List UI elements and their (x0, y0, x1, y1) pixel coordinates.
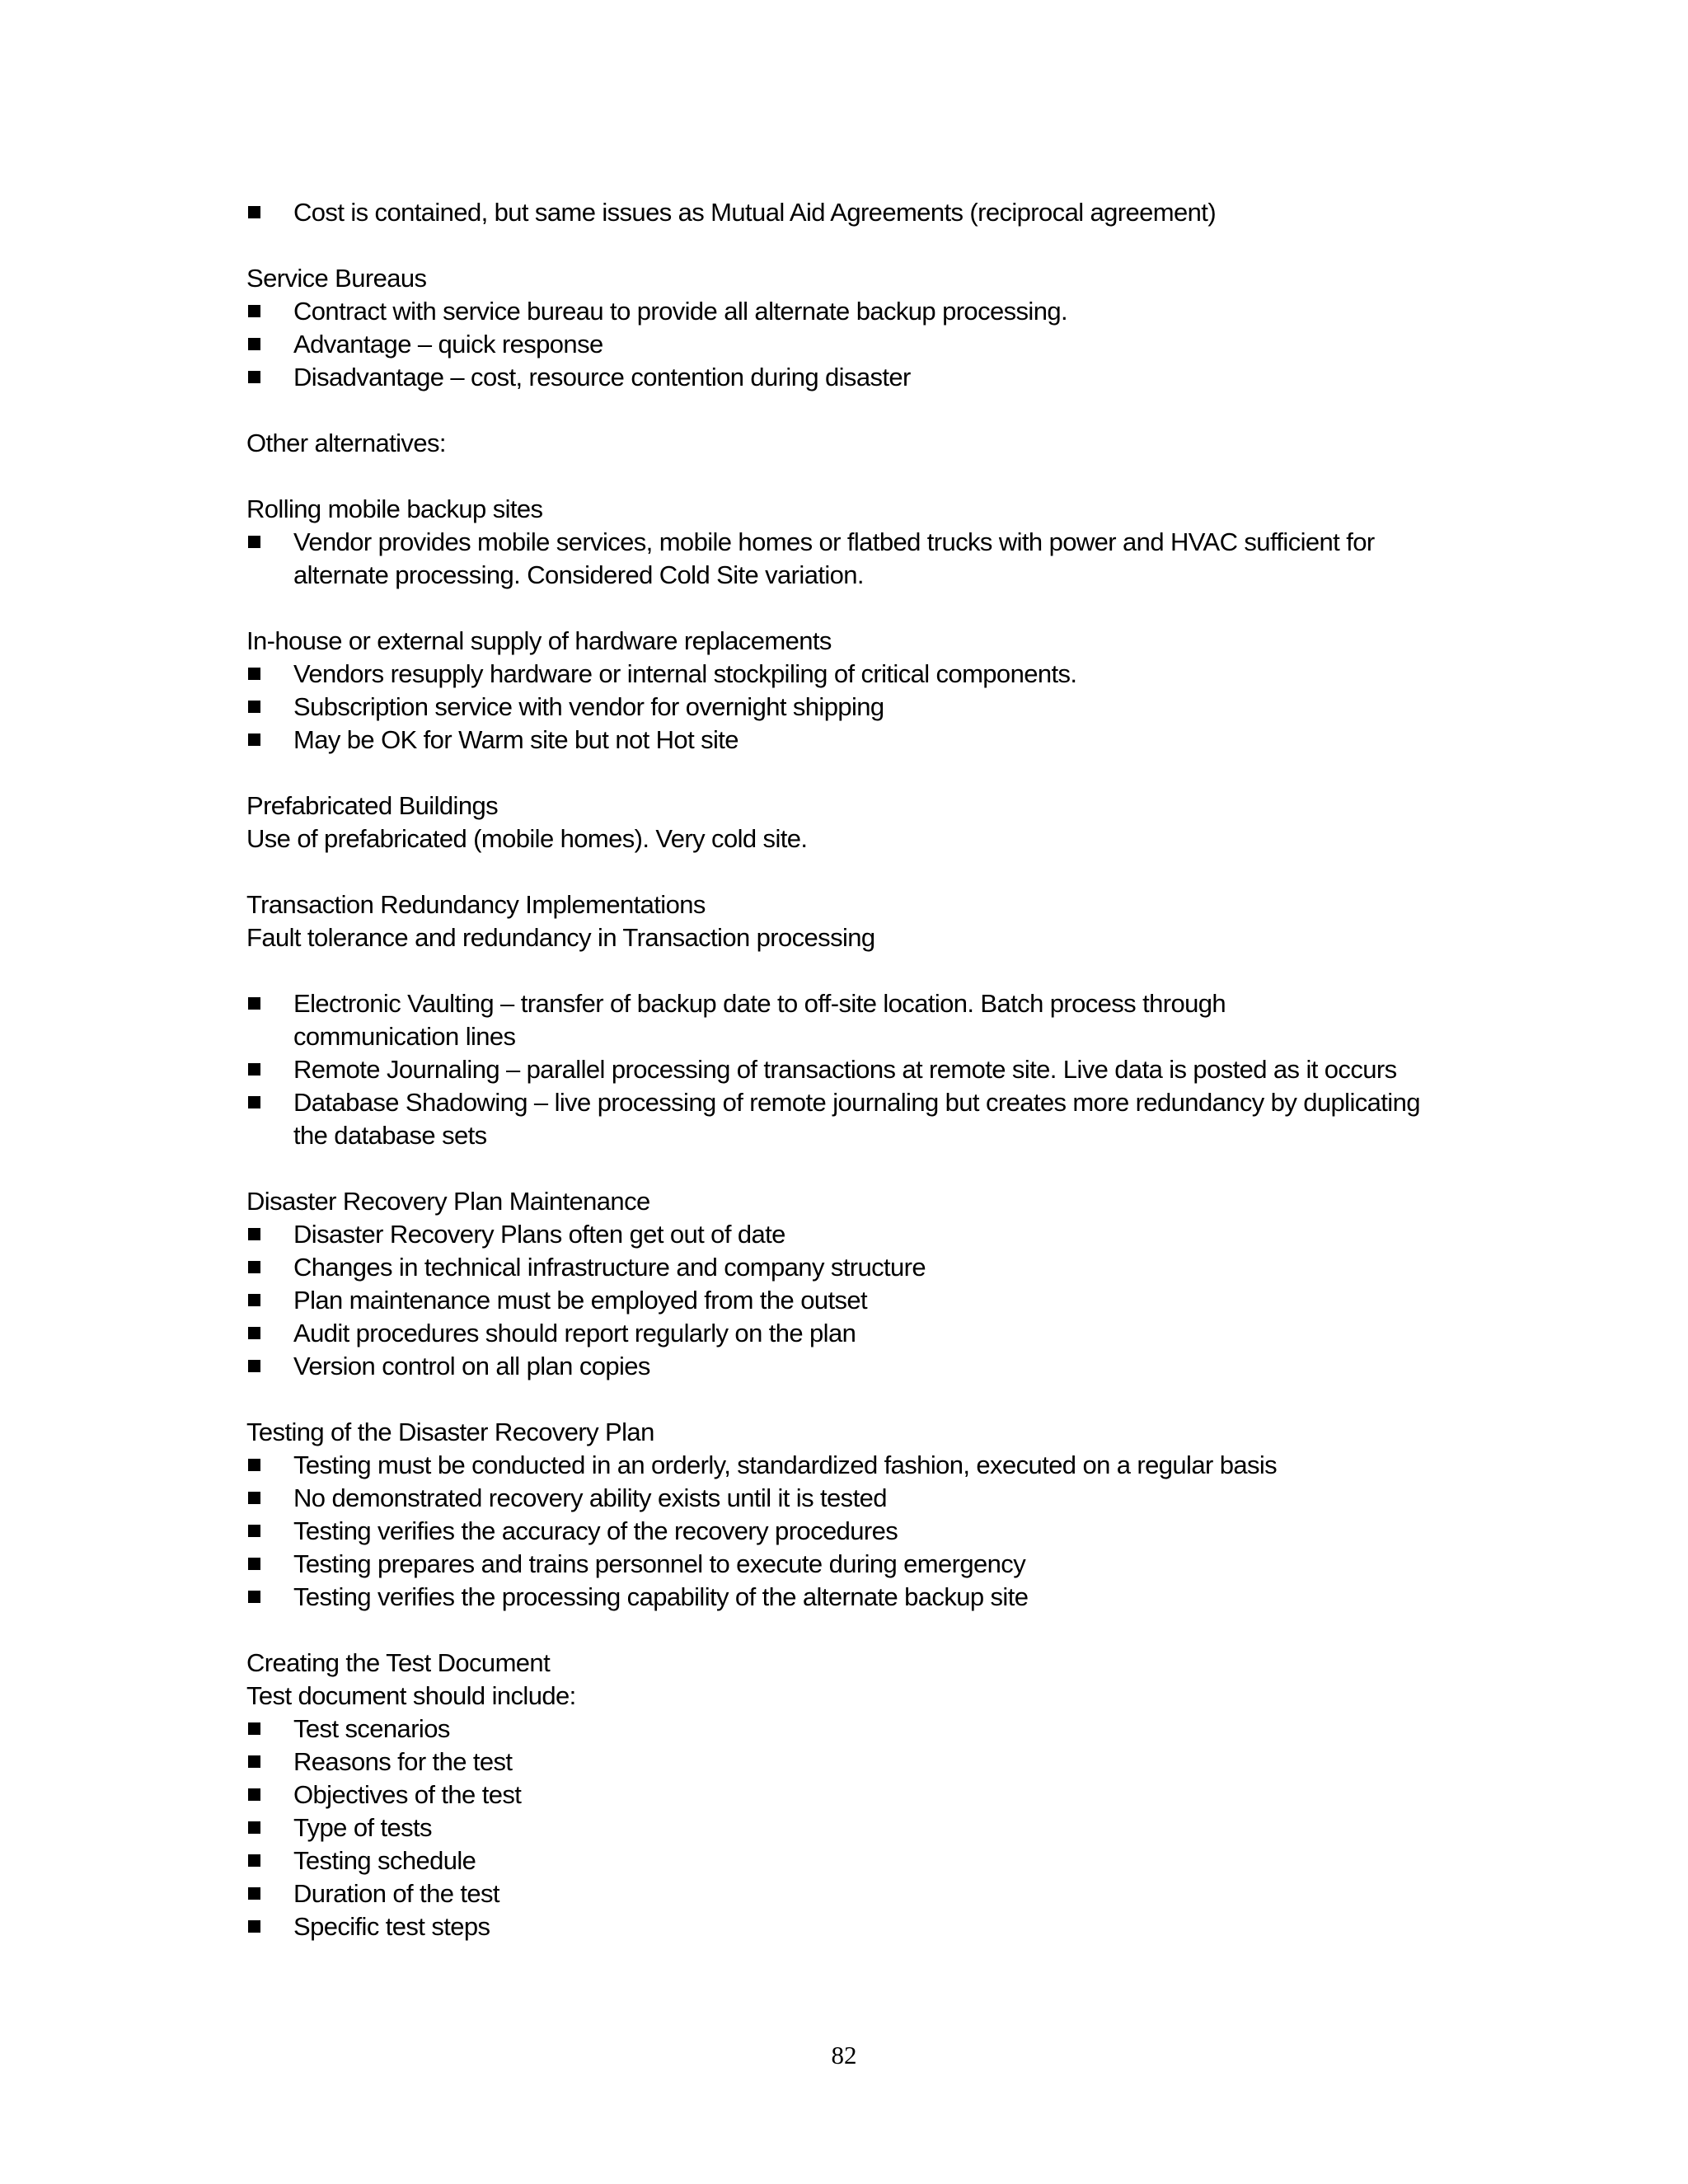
square-bullet-icon (248, 1821, 260, 1834)
list-item: Testing verifies the processing capability of the alternate backup site (246, 1581, 1417, 1614)
section-heading: Rolling mobile backup sites (246, 494, 543, 523)
paragraph: Other alternatives: (246, 429, 446, 457)
hardware-replacements-list (246, 658, 1417, 757)
list-item: Remote Journaling – parallel processing of transactions at remote site. Live data is posted as it occurs (246, 1053, 1431, 1086)
square-bullet-icon (248, 371, 260, 383)
square-bullet-icon (248, 1788, 260, 1801)
square-bullet-icon (248, 1887, 260, 1900)
square-bullet-icon (248, 1755, 260, 1768)
square-bullet-icon (248, 1722, 260, 1735)
list-item: Subscription service with vendor for overnight shipping (246, 691, 1417, 724)
rolling-mobile-list (246, 526, 1417, 592)
square-bullet-icon (248, 1228, 260, 1240)
square-bullet-icon (248, 1525, 260, 1537)
list-item: Testing must be conducted in an orderly, standardized fashion, executed on a regular basis (246, 1449, 1417, 1482)
square-bullet-icon (248, 1558, 260, 1570)
square-bullet-icon (248, 997, 260, 1010)
section-heading: Disaster Recovery Plan Maintenance (246, 1187, 650, 1216)
square-bullet-icon (248, 733, 260, 746)
list-item: Vendor provides mobile services, mobile homes or flatbed trucks with power and HVAC sufficient for alternate processing. Considered Cold Site variation. (246, 526, 1390, 592)
list-item: Type of tests (246, 1811, 1417, 1844)
section-heading: Service Bureaus (246, 264, 427, 293)
list-item: Disadvantage – cost, resource contention during disaster (246, 361, 1417, 394)
other-alternatives (246, 427, 1417, 460)
section-heading: In-house or external supply of hardware replacements (246, 626, 832, 655)
intro-list (246, 196, 1417, 229)
list-item: No demonstrated recovery ability exists until it is tested (246, 1482, 1417, 1515)
square-bullet-icon (248, 701, 260, 713)
test-document-list (246, 1713, 1417, 1943)
page-number: 82 (831, 2041, 857, 2069)
square-bullet-icon (248, 1261, 260, 1273)
rolling-mobile-section (246, 493, 1417, 592)
plan-maintenance-list (246, 1218, 1417, 1383)
section-heading: Testing of the Disaster Recovery Plan (246, 1418, 654, 1446)
transaction-redundancy-section (246, 888, 1420, 1152)
square-bullet-icon (248, 1063, 260, 1076)
list-item: Reasons for the test (246, 1746, 1417, 1779)
plan-testing-list (246, 1449, 1417, 1614)
plan-maintenance-section (246, 1185, 1417, 1383)
prefab-section (246, 790, 1417, 855)
list-item: Test scenarios (246, 1713, 1417, 1746)
list-item: Plan maintenance must be employed from the outset (246, 1284, 1417, 1317)
list-item: Objectives of the test (246, 1779, 1417, 1811)
list-item: Electronic Vaulting – transfer of backup date to off-site location. Batch process through communication lines (246, 987, 1390, 1053)
square-bullet-icon (248, 668, 260, 680)
square-bullet-icon (248, 1294, 260, 1306)
section-subheading: Test document should include: (246, 1681, 576, 1710)
square-bullet-icon (248, 338, 260, 350)
list-item: Cost is contained, but same issues as Mutual Aid Agreements (reciprocal agreement) (246, 196, 1417, 229)
list-item: Audit procedures should report regularly on the plan (246, 1317, 1417, 1350)
list-item: Testing schedule (246, 1844, 1417, 1877)
square-bullet-icon (248, 1459, 260, 1471)
square-bullet-icon (248, 1920, 260, 1933)
test-document-section (246, 1647, 1417, 1943)
paragraph: Use of prefabricated (mobile homes). Very cold site. (246, 824, 808, 853)
square-bullet-icon (248, 206, 260, 218)
list-item: Testing verifies the accuracy of the recovery procedures (246, 1515, 1417, 1548)
square-bullet-icon (248, 1360, 260, 1372)
hardware-replacements-section (246, 625, 1417, 757)
transaction-redundancy-list (246, 987, 1420, 1152)
section-heading: Creating the Test Document (246, 1648, 551, 1677)
list-item: Contract with service bureau to provide all alternate backup processing. (246, 295, 1417, 328)
list-item: Changes in technical infrastructure and company structure (246, 1251, 1417, 1284)
square-bullet-icon (248, 1854, 260, 1867)
list-item: Specific test steps (246, 1910, 1417, 1943)
section-heading: Prefabricated Buildings (246, 791, 498, 820)
section-heading: Transaction Redundancy Implementations (246, 890, 706, 919)
square-bullet-icon (248, 1096, 260, 1108)
service-bureaus-list (246, 295, 1417, 394)
plan-testing-section (246, 1416, 1417, 1614)
list-item: May be OK for Warm site but not Hot site (246, 724, 1417, 757)
document-body (246, 196, 1420, 1943)
list-item: Disaster Recovery Plans often get out of date (246, 1218, 1417, 1251)
list-item: Testing prepares and trains personnel to execute during emergency (246, 1548, 1417, 1581)
square-bullet-icon (248, 1492, 260, 1504)
list-item: Vendors resupply hardware or internal stockpiling of critical components. (246, 658, 1417, 691)
square-bullet-icon (248, 1591, 260, 1603)
square-bullet-icon (248, 1327, 260, 1339)
list-item: Duration of the test (246, 1877, 1417, 1910)
list-item: Version control on all plan copies (246, 1350, 1417, 1383)
list-item: Advantage – quick response (246, 328, 1417, 361)
square-bullet-icon (248, 305, 260, 317)
service-bureaus-section (246, 262, 1417, 394)
square-bullet-icon (248, 536, 260, 548)
list-item: Database Shadowing – live processing of remote journaling but creates more redundancy by duplicating the database sets (246, 1086, 1431, 1152)
section-subheading: Fault tolerance and redundancy in Transaction processing (246, 923, 875, 952)
